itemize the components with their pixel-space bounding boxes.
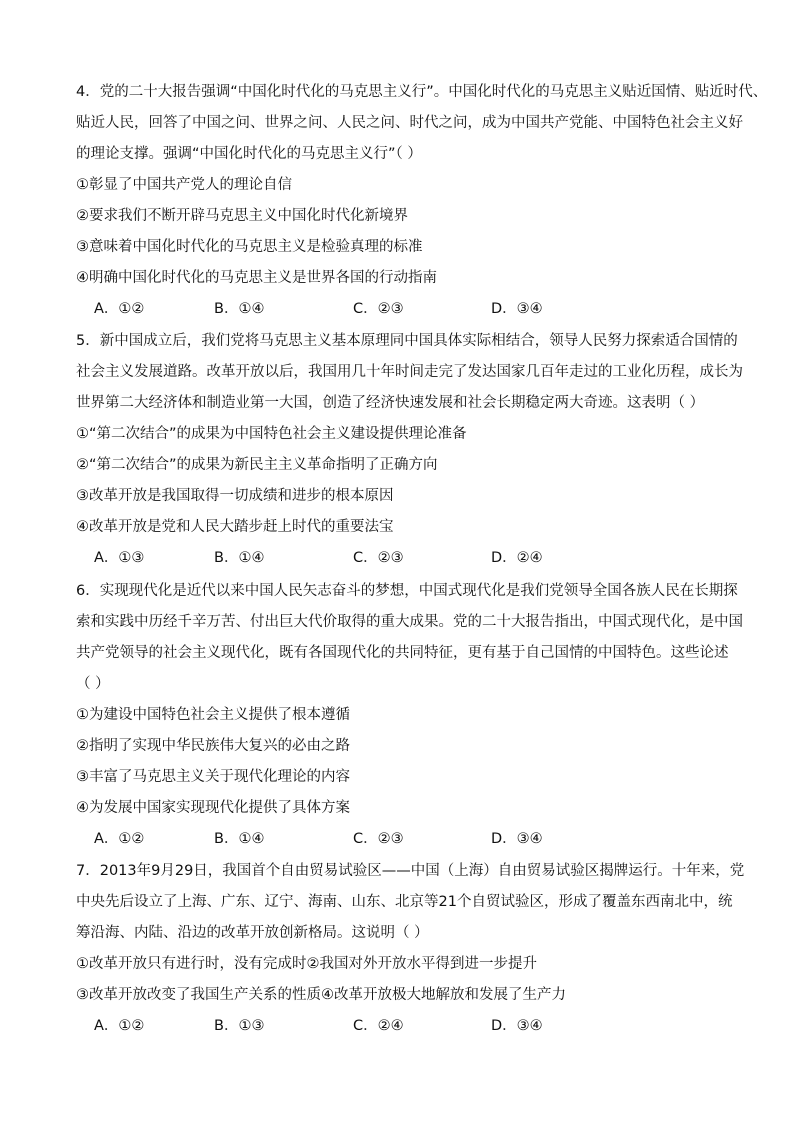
answer-options (76, 294, 756, 325)
statement: ③丰富了马克思主义关于现代化理论的内容 (76, 769, 350, 785)
question-stem-line: 6．实现现代化是近代以来中国人民矢志奋斗的梦想，中国式现代化是我们党领导全国各族人民在长期探 (76, 583, 738, 599)
question-stem-line: 筹沿海、内陆、沿边的改革开放创新格局。这说明（ ） (76, 925, 429, 941)
option-a: A．①③ (94, 550, 145, 566)
option-c: C．②③ (353, 301, 404, 317)
question-stem-line: 5．新中国成立后，我们党将马克思主义基本原理同中国具体实际相结合，领导人民努力探索适合国情的 (76, 333, 738, 349)
option-b: B．①④ (214, 831, 265, 847)
answer-options (76, 1011, 756, 1042)
answer-options (76, 543, 756, 574)
statement: ④改革开放是党和人民大踏步赶上时代的重要法宝 (76, 519, 394, 535)
option-d: D．③④ (491, 831, 543, 847)
question-stem-line: 的理论支撑。强调“中国化时代化的马克思主义行”（ ） (76, 146, 422, 162)
option-d: D．③④ (491, 1018, 543, 1034)
option-c: C．②③ (353, 831, 404, 847)
statement: ①彰显了中国共产党人的理论自信 (76, 177, 292, 193)
statement: ②指明了实现中华民族伟大复兴的必由之路 (76, 738, 350, 754)
question-stem-line: 社会主义发展道路。改革开放以后，我国用几十年时间走完了发达国家几百年走过的工业化历程，成长为 (76, 364, 743, 380)
option-c: C．②④ (353, 1018, 404, 1034)
question-7 (76, 856, 756, 1042)
answer-options (76, 824, 756, 855)
option-d: D．②④ (491, 550, 543, 566)
option-b: B．①③ (214, 1018, 265, 1034)
option-b: B．①④ (214, 550, 265, 566)
statement: ②要求我们不断开辟马克思主义中国化时代化新境界 (76, 208, 408, 224)
statement: ①改革开放只有进行时，没有完成时②我国对外开放水平得到进一步提升 (76, 956, 537, 972)
question-stem-line: 贴近人民，回答了中国之问、世界之问、人民之问、时代之问，成为中国共产党能、中国特色社会主义好 (76, 115, 743, 131)
statement: ①为建设中国特色社会主义提供了根本遵循 (76, 707, 350, 723)
statement: ④明确中国化时代化的马克思主义是世界各国的行动指南 (76, 270, 437, 286)
statement: ③意味着中国化时代化的马克思主义是检验真理的标准 (76, 239, 423, 255)
question-5 (76, 326, 756, 574)
question-stem-line: 7．2013年9月29日，我国首个自由贸易试验区——中国（上海）自由贸易试验区揭牌运行。十年来，党 (76, 863, 745, 879)
question-stem-line: 世界第二大经济体和制造业第一大国，创造了经济快速发展和社会长期稳定两大奇迹。这表明（ ） (76, 395, 705, 411)
option-d: D．③④ (491, 301, 543, 317)
question-stem-line: 4．党的二十大报告强调“中国化时代化的马克思主义行”。中国化时代化的马克思主义贴近国情、贴近时代、 (76, 84, 768, 100)
statement: ③改革开放是我国取得一切成绩和进步的根本原因 (76, 488, 394, 504)
option-b: B．①④ (214, 301, 265, 317)
question-stem-line: 共产党领导的社会主义现代化，既有各国现代化的共同特征，更有基于自己国情的中国特色。这些论述 (76, 645, 729, 661)
question-4 (76, 77, 768, 325)
question-stem-line: 中央先后设立了上海、广东、辽宁、海南、山东、北京等21个自贸试验区，形成了覆盖东西南北中，统 (76, 894, 733, 910)
option-a: A．①② (94, 831, 145, 847)
option-a: A．①② (94, 301, 145, 317)
question-6 (76, 576, 756, 855)
question-stem-line: （ ） (76, 676, 110, 692)
statement: ②“第二次结合”的成果为新民主主义革命指明了正确方向 (76, 457, 438, 473)
question-stem-line: 索和实践中历经千辛万苦、付出巨大代价取得的重大成果。党的二十大报告指出，中国式现代化，是中国 (76, 614, 743, 630)
statement: ③改革开放改变了我国生产关系的性质④改革开放极大地解放和发展了生产力 (76, 987, 566, 1003)
option-a: A．①② (94, 1018, 145, 1034)
statement: ①“第二次结合”的成果为中国特色社会主义建设提供理论准备 (76, 426, 467, 442)
option-c: C．②③ (353, 550, 404, 566)
statement: ④为发展中国家实现现代化提供了具体方案 (76, 800, 350, 816)
